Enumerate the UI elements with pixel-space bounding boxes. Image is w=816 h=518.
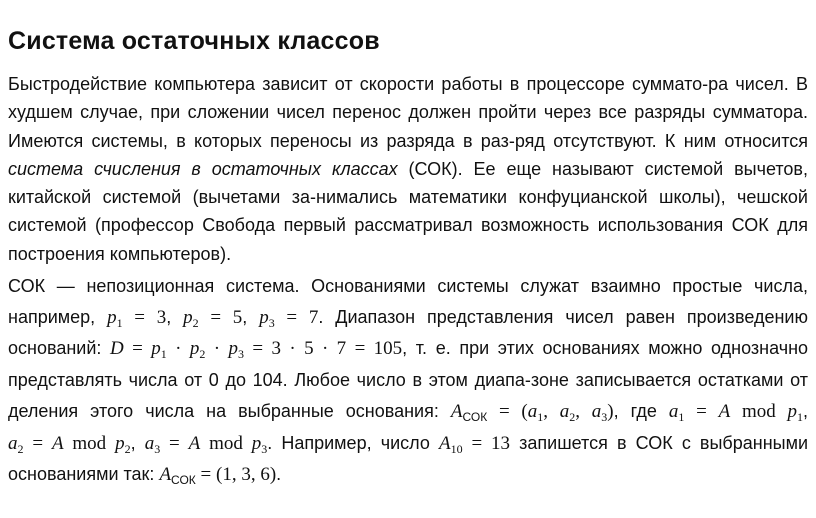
document-page (8, 0, 808, 491)
intro-emphasis: система счисления в остаточных классах (8, 158, 398, 179)
paragraph-definition: СОК — непозиционная система. Основаниями системы служат взаимно простые числа, например, $p_1 = 3$, $p_2 = 5$, $p_3 = 7$. Диапазон представления чисел равен произведению оснований: $D = p_1 \cdot p_2 \cdot p_3 = 3 \cdot 5 \cdot 7 = 105$, т. е. при этих основаниях можно однозначно представлять числа от 0 до 104. Любое число в этом диапа-зоне записывается остатками от деления этого числа на выбранные основания: $A_{СОК} = (a_1$, $a_2$, $a_3$), где $a_1 = A$ mod $p_1$, $a_2 = A$ mod $p_2$, $a_3 = A$ mod $p_3$. Например, число $A_{10} = 13$ запишется в СОК с выбранными основаниями так: $A_{СОК} = (1$, 3, 6). (8, 276, 809, 488)
formula-a1: $a_1 = A$ mod $p_1$ (668, 400, 804, 424)
formula-p3: $p_3 = 7$ (259, 306, 319, 330)
formula-a2: $a_2 = A$ mod $p_2$ (8, 432, 131, 456)
def-where: , где (613, 400, 669, 421)
def-text-2: . Диапазон представления чисел равен произведению оснований: (8, 306, 808, 359)
intro-text-start: Быстродействие компьютера зависит от скорости работы в процессоре суммато-ра чисел. В худшем случае, при сложении чисел перенос должен пройти через все разряды сумматора. Имеются системы, в которых переносы из разряда в раз-ряд отсутствуют. К ним относится (8, 74, 808, 151)
page-title: Система остаточных классов (8, 27, 380, 55)
formula-p2: $p_2 = 5$ (183, 306, 243, 330)
formula-result: $A_{СОК} = (1$, 3, 6) (159, 464, 277, 488)
def-text-3: , т. е. при этих основаниях можно однозначно представлять числа от 0 до 104. Любое число в этом диапа-зоне записывается остатками от деления этого числа на выбранные основания: (8, 338, 809, 421)
formula-range: $D = p_1 \cdot p_2 \cdot p_3 = 3 \cdot 5 \cdot 7 = 105$ (110, 338, 403, 362)
def-text-5: запишется в СОК с выбранными основаниями так: (8, 432, 809, 485)
def-text-4: . Например, число (267, 432, 439, 453)
formula-a10: $A_{10} = 13$ (438, 432, 511, 456)
formula-p1: $p_1 = 3$ (107, 306, 167, 330)
formula-a3: $a_3 = A$ mod $p_3$ (144, 432, 268, 456)
formula-tuple: $A_{СОК} = (a_1$, $a_2$, $a_3$) (450, 400, 614, 424)
def-text-1: СОК — непозиционная система. Основаниями системы служат взаимно простые числа, например, (8, 276, 808, 327)
intro-text-end: (СОК). Ее еще называют системой вычетов, китайской системой (вычетами за-нимались математики конфуцианской школы), чешской системой (профессор Свобода первый рассматривал возможность использования СОК для построения компьютеров). (8, 158, 808, 264)
paragraph-intro (8, 70, 808, 268)
